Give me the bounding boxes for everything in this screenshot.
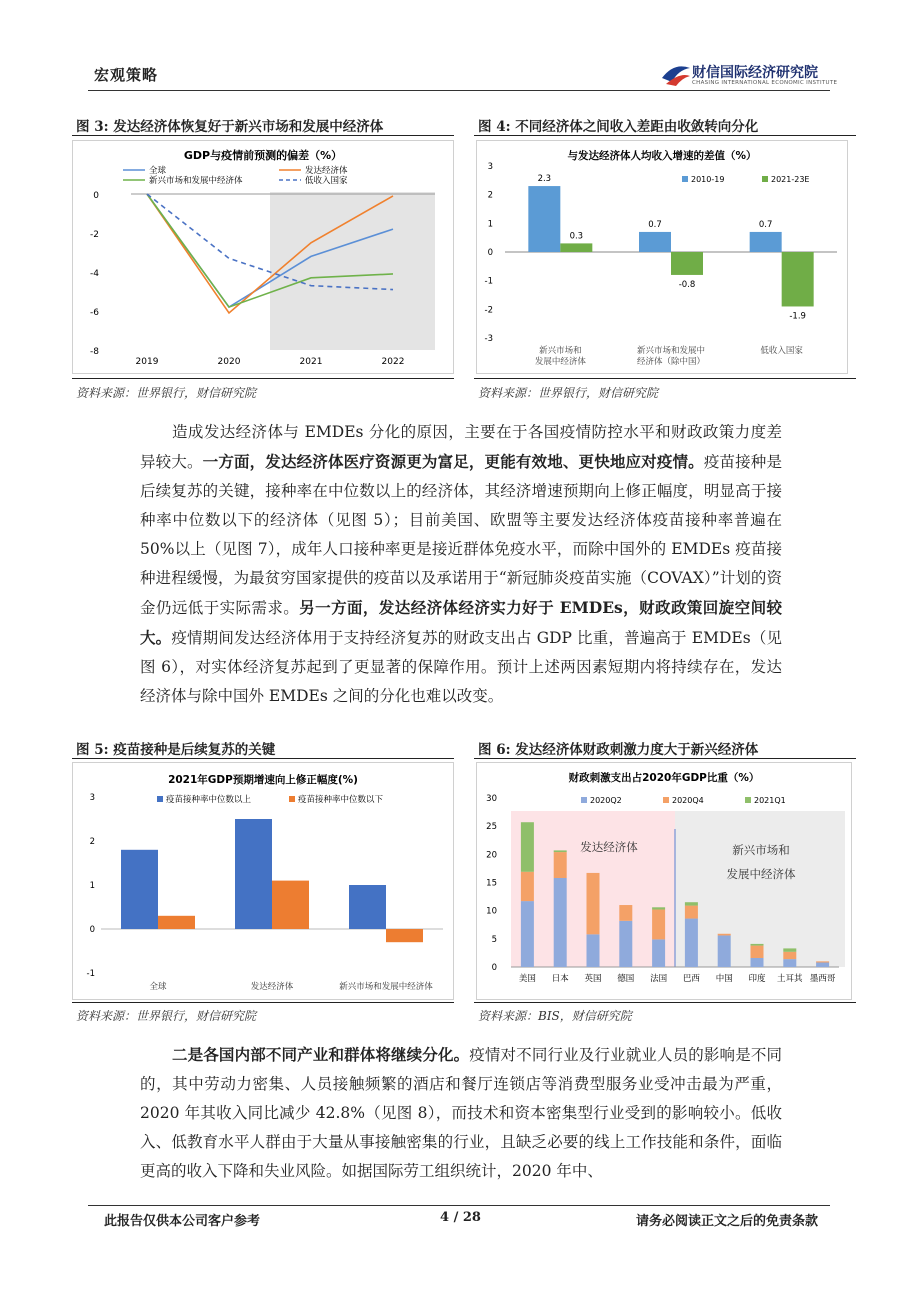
- fig6-bar-segment: [652, 907, 665, 909]
- fig6-bar-segment: [751, 944, 764, 946]
- fig6-x-tick: 日本: [551, 974, 569, 984]
- fig5-bar: [349, 885, 386, 929]
- fig6-title: 图 6: 发达经济体财政刺激力度大于新兴经济体: [478, 742, 759, 758]
- fig4-data-label: 0.3: [569, 231, 584, 242]
- fig4-bar: [560, 243, 592, 252]
- fig6-x-tick: 英国: [584, 974, 602, 984]
- fig5-y-tick: 0: [89, 925, 95, 935]
- fig6-source: 资料来源：BIS，财信研究院: [478, 1009, 632, 1023]
- fig3-chart-title: GDP与疫情前预测的偏差（%）: [183, 149, 343, 162]
- fig3-x-tick: 2020: [217, 357, 241, 367]
- fig4-chart-title: 与发达经济体人均收入增速的差值（%）: [567, 150, 757, 162]
- fig6-chart-box: [476, 762, 852, 1000]
- logo-text: 财信国际经济研究院: [692, 65, 818, 81]
- fig5-rule: [72, 758, 454, 759]
- fig5-source: 资料来源：世界银行，财信研究院: [76, 1009, 257, 1023]
- fig5-chart-title: 2021年GDP预期增速向上修正幅度(%): [168, 774, 358, 786]
- fig6-chart-title: 财政刺激支出占2020年GDP比重（%）: [568, 772, 760, 784]
- fig5-legend-swatch: [157, 796, 163, 802]
- fig6-bar-segment: [521, 822, 534, 872]
- fig6-bar-segment: [521, 901, 534, 967]
- paragraph-1-text-a: 造成发达经济体与 EMDEs 分化的原因，主要在于各国疫情防控水平和财政政策力度差异较大。: [140, 423, 782, 471]
- footer-rule: [88, 1205, 830, 1206]
- fig4-x-tick: 新兴市场和: [539, 346, 582, 356]
- fig5-x-tick: 新兴市场和发展中经济体: [339, 982, 433, 992]
- fig6-bar-segment: [685, 919, 698, 967]
- fig6-y-tick: 10: [486, 906, 497, 917]
- fig4-x-tick: 发展中经济体: [534, 357, 586, 367]
- fig5-y-tick: 3: [89, 793, 95, 803]
- fig6-bar-segment: [816, 961, 829, 962]
- fig3-legend-label: 发达经济体: [305, 166, 348, 176]
- fig6-bar-segment: [685, 902, 698, 905]
- fig5-chart-box: [72, 762, 454, 1000]
- fig6-legend-swatch: [581, 797, 587, 803]
- fig6-y-tick: 30: [486, 794, 497, 804]
- paragraph-1-bold-a: 一方面，发达经济体医疗资源更为富足，更能有效地、更快地应对疫情。: [202, 452, 704, 471]
- fig5-legend-label: 疫苗接种率中位数以上: [166, 795, 252, 805]
- fig4-legend-swatch: [682, 176, 688, 182]
- fig5-bar: [272, 881, 309, 929]
- paragraph-1: [140, 418, 782, 711]
- fig5-bar: [158, 916, 195, 929]
- fig3-y-tick: -4: [90, 269, 99, 279]
- fig4-x-tick: 低收入国家: [760, 346, 803, 356]
- paragraph-2: [140, 1040, 782, 1186]
- fig5-chart: [73, 763, 453, 999]
- fig4-x-tick: 新兴市场和发展中: [636, 346, 706, 356]
- header-section: 宏观策略: [94, 66, 159, 84]
- fig6-x-tick: 美国: [518, 974, 536, 984]
- fig3-y-tick: 0: [93, 191, 99, 201]
- fig6-x-tick: 印度: [748, 974, 766, 984]
- fig6-bar-segment: [783, 948, 796, 951]
- fig4-bar: [750, 232, 782, 252]
- fig4-source-rule: [474, 378, 856, 379]
- fig3-chart-box: [72, 140, 454, 374]
- fig6-bar-segment: [718, 934, 731, 936]
- fig4-legend-label: 2021-23E: [771, 175, 810, 184]
- paragraph-2-bold: 二是各国内部不同产业和群体将继续分化。: [172, 1045, 470, 1064]
- fig6-bar-segment: [751, 958, 764, 967]
- fig4-data-label: 2.3: [537, 174, 552, 185]
- logo-subtext: CHASING INTERNATIONAL ECONOMIC INSTITUTE: [692, 80, 838, 86]
- fig6-bar-segment: [554, 878, 567, 967]
- fig5-bar: [386, 929, 423, 942]
- fig4-data-label: 0.7: [758, 219, 773, 230]
- fig6-group-label-developed: 发达经济体: [580, 840, 638, 854]
- fig3-x-tick: 2022: [381, 357, 405, 367]
- fig3-shaded-forecast: [270, 192, 435, 350]
- fig4-y-tick: -1: [484, 276, 493, 287]
- footer-disclaimer-right: 请务必阅读正文之后的免责条款: [636, 1214, 819, 1229]
- fig6-emerging-shade: [675, 811, 845, 967]
- fig6-legend-swatch: [745, 797, 751, 803]
- fig6-x-tick: 墨西哥: [809, 974, 836, 984]
- fig6-bar-segment: [554, 852, 567, 878]
- fig3-y-tick: -8: [90, 347, 99, 357]
- fig6-bar-segment: [619, 905, 632, 921]
- fig5-y-tick: 1: [89, 881, 95, 891]
- fig3-rule: [72, 135, 454, 136]
- fig5-bar: [121, 850, 158, 929]
- fig6-legend-swatch: [663, 797, 669, 803]
- fig6-bar-segment: [521, 872, 534, 901]
- fig3-source: 资料来源：世界银行，财信研究院: [76, 386, 257, 400]
- page-number: 4 / 28: [440, 1210, 481, 1225]
- fig6-bar-segment: [587, 873, 600, 934]
- fig5-bar: [235, 819, 272, 929]
- fig4-bar: [782, 252, 814, 306]
- fig6-bar-segment: [685, 906, 698, 919]
- fig6-bar-segment: [783, 952, 796, 959]
- fig4-y-tick: 3: [487, 162, 493, 172]
- paragraph-1-text-b: 疫苗接种是后续复苏的关键，接种率在中位数以上的经济体，其经济增速预期向上修正幅度，明显高于接种率中位数以下的经济体（见图 5）；目前美国、欧盟等主要发达经济体疫苗接种率普遍在 50%以上（见图 7），成年人口接种率更是接近群体免疫水平，而除中国外的 EMDEs 疫苗接种进程缓慢，为最贫穷国家提供的疫苗以及承诺用于“新冠肺炎疫苗实施（COVAX）”计划的资金仍远低于实际需求。: [140, 453, 782, 617]
- fig5-title: 图 5: 疫苗接种是后续复苏的关键: [76, 742, 276, 758]
- fig6-bar-segment: [554, 850, 567, 852]
- fig6-bar-segment: [718, 935, 731, 967]
- fig4-chart-box: [476, 140, 848, 374]
- fig6-chart: [477, 763, 851, 999]
- fig6-bar-segment: [652, 939, 665, 967]
- fig6-group-label-emerging: 新兴市场和: [732, 843, 790, 857]
- footer-disclaimer-left: 此报告仅供本公司客户参考: [104, 1214, 261, 1229]
- fig6-bar-segment: [816, 962, 829, 967]
- fig6-legend-label: 2021Q1: [754, 796, 786, 805]
- fig6-x-tick: 法国: [650, 974, 668, 984]
- fig6-legend-label: 2020Q2: [590, 796, 622, 805]
- fig4-legend-label: 2010-19: [691, 175, 725, 184]
- fig4-bar: [671, 252, 703, 275]
- fig5-x-tick: 全球: [149, 982, 167, 992]
- fig6-y-tick: 5: [491, 934, 497, 945]
- fig6-rule: [474, 758, 856, 759]
- fig6-legend-label: 2020Q4: [672, 796, 704, 805]
- fig6-bar-segment: [751, 946, 764, 958]
- paragraph-1-text-c: 疫情期间发达经济体用于支持经济复苏的财政支出占 GDP 比重，普遍高于 EMDEs（见图 6），对实体经济复苏起到了更显著的保障作用。预计上述两因素短期内将持续存在，发达经济体与除中国外 EMDEs 之间的分化也难以改变。: [140, 629, 782, 705]
- fig5-legend-label: 疫苗接种率中位数以下: [298, 795, 384, 805]
- fig3-x-tick: 2019: [135, 357, 159, 367]
- fig3-y-tick: -6: [90, 308, 99, 318]
- fig6-y-tick: 20: [486, 850, 497, 861]
- fig5-source-rule: [72, 1002, 454, 1003]
- fig6-group-label-emerging-2: 发展中经济体: [726, 867, 796, 881]
- fig5-y-tick: -1: [86, 969, 95, 979]
- fig6-bar-segment: [619, 921, 632, 967]
- fig3-title: 图 3: 发达经济体恢复好于新兴市场和发展中经济体: [76, 119, 384, 135]
- fig4-chart: [477, 141, 847, 373]
- fig6-bar-segment: [587, 934, 600, 967]
- fig5-y-tick: 2: [89, 837, 95, 847]
- fig6-x-tick: 中国: [715, 974, 733, 984]
- paragraph-1-bold-b: 另一方面，发达经济体经济实力好于 EMDEs，财政政策回旋空间较大。: [140, 598, 782, 647]
- fig4-source: 资料来源：世界银行，财信研究院: [478, 386, 659, 400]
- fig4-rule: [474, 135, 856, 136]
- fig5-x-tick: 发达经济体: [250, 982, 294, 992]
- fig4-title: 图 4: 不同经济体之间收入差距由收敛转向分化: [478, 119, 759, 135]
- fig4-data-label: -1.9: [789, 311, 806, 322]
- fig3-legend-label: 新兴市场和发展中经济体: [149, 176, 243, 186]
- fig4-legend-swatch: [762, 176, 768, 182]
- fig3-chart: [73, 141, 453, 373]
- fig4-y-tick: 0: [487, 248, 493, 258]
- fig6-y-tick: 0: [491, 963, 497, 973]
- fig6-x-tick: 巴西: [682, 974, 700, 984]
- fig4-y-tick: 1: [487, 219, 493, 230]
- fig4-data-label: 0.7: [648, 219, 662, 230]
- fig6-x-tick: 德国: [617, 974, 635, 984]
- paragraph-2-text: 疫情对不同行业及行业就业人员的影响是不同的，其中劳动力密集、人员接触频繁的酒店和餐厅连锁店等消费型服务业受冲击最为严重，2020 年其收入同比减少 42.8%（见图 8），而技术和资本密集型行业受到的影响较小。低收入、低教育水平人群由于大量从事接触密集的行业，且缺乏必要的线上工作技能和条件，面临更高的收入下降和失业风险。如据国际劳工组织统计，2020 年中、: [140, 1046, 782, 1180]
- fig6-x-tick: 土耳其: [777, 974, 803, 984]
- fig6-bar-segment: [652, 910, 665, 940]
- fig3-legend-label: 低收入国家: [305, 176, 348, 186]
- fig3-x-tick: 2021: [299, 357, 323, 367]
- fig6-y-tick: 15: [486, 878, 497, 889]
- fig6-source-rule: [474, 1002, 856, 1003]
- fig3-source-rule: [72, 378, 454, 379]
- fig4-bar: [528, 186, 560, 252]
- fig4-bar: [639, 232, 671, 252]
- header-rule: [88, 90, 830, 91]
- fig3-y-tick: -2: [90, 230, 99, 240]
- fig3-legend-label: 全球: [149, 166, 167, 176]
- fig4-x-tick: 经济体（除中国）: [636, 357, 706, 367]
- fig4-y-tick: 2: [487, 190, 493, 201]
- fig4-y-tick: -3: [484, 334, 493, 344]
- fig4-y-tick: -2: [484, 305, 493, 316]
- fig5-legend-swatch: [289, 796, 295, 802]
- fig4-data-label: -0.8: [678, 279, 696, 290]
- fig6-bar-segment: [783, 959, 796, 967]
- fig6-y-tick: 25: [486, 822, 497, 833]
